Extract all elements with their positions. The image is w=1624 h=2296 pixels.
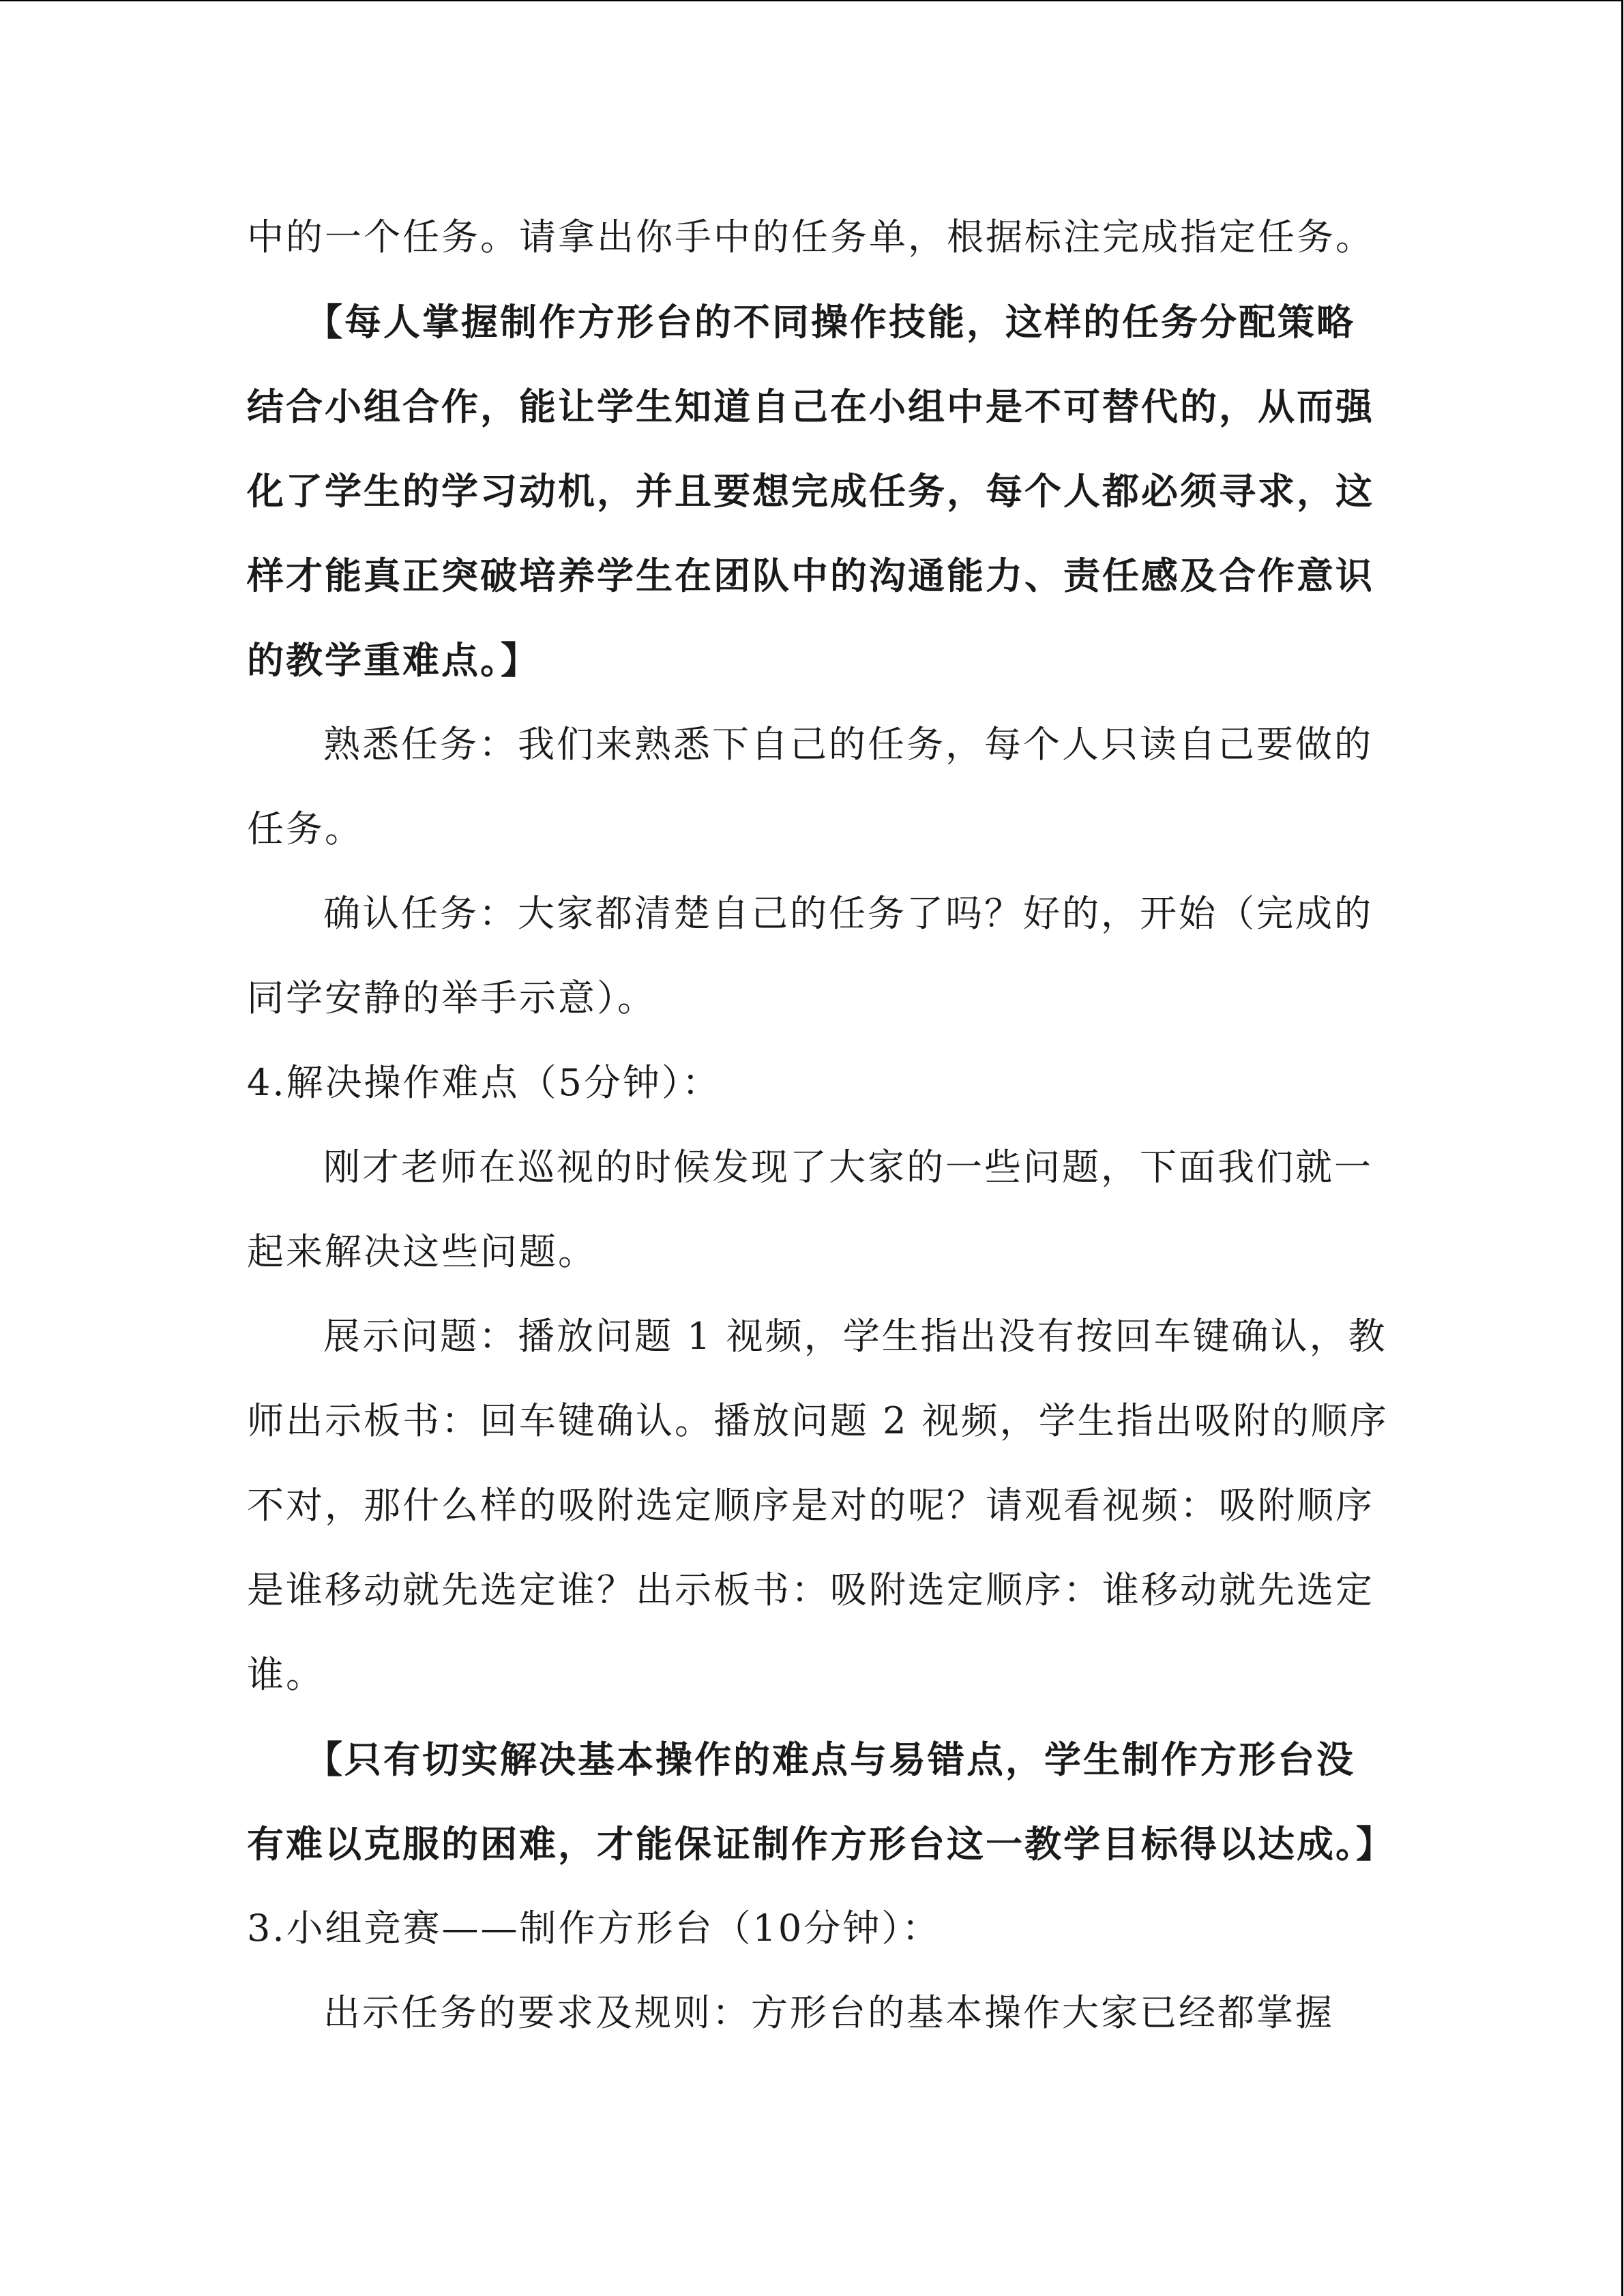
bold-note-line: 化了学生的学习动机，并且要想完成任务，每个人都必须寻求，这 <box>247 469 1374 513</box>
bold-note-line: 样才能真正突破培养学生在团队中的沟通能力、责任感及合作意识 <box>247 554 1374 597</box>
paragraph-line: 熟悉任务：我们来熟悉下自己的任务，每个人只读自己要做的 <box>323 723 1373 766</box>
paragraph-line: 任务。 <box>247 807 364 850</box>
bold-note-line: 【只有切实解决基本操作的难点与易错点，学生制作方形台没 <box>306 1738 1355 1781</box>
paragraph-line: 展示问题：播放问题 1 视频，学生指出没有按回车键确认，教 <box>323 1315 1387 1358</box>
paragraph-line: 中的一个任务。请拿出你手中的任务单，根据标注完成指定任务。 <box>247 215 1374 258</box>
paragraph-line: 出示任务的要求及规则：方形台的基本操作大家已经都掌握 <box>323 1991 1334 2034</box>
document-body <box>247 195 1395 2055</box>
paragraph-line: 谁。 <box>247 1653 325 1696</box>
paragraph-line: 师出示板书：回车键确认。播放问题 2 视频，学生指出吸附的顺序 <box>247 1399 1389 1442</box>
bold-note-line: 的教学重难点。】 <box>247 638 540 682</box>
section-heading: 3.小组竞赛——制作方形台（10分钟）： <box>247 1907 941 1950</box>
paragraph-line: 起来解决这些问题。 <box>247 1230 597 1273</box>
bold-note-line: 有难以克服的困难，才能保证制作方形台这一教学目标得以达成。】 <box>247 1822 1395 1866</box>
paragraph-line: 不对，那什么样的吸附选定顺序是对的呢？请观看视频：吸附顺序 <box>247 1484 1374 1527</box>
paragraph-line: 同学安静的举手示意）。 <box>247 976 656 1019</box>
section-heading: 4.解决操作难点（5分钟）： <box>247 1061 721 1104</box>
paragraph-line: 确认任务：大家都清楚自己的任务了吗？好的，开始（完成的 <box>323 892 1373 935</box>
bold-note-line: 【每人掌握制作方形台的不同操作技能，这样的任务分配策略 <box>306 300 1355 344</box>
bold-note-line: 结合小组合作，能让学生知道自己在小组中是不可替代的，从而强 <box>247 385 1374 428</box>
paragraph-line: 是谁移动就先选定谁？出示板书：吸附选定顺序：谁移动就先选定 <box>247 1568 1374 1611</box>
paragraph-line: 刚才老师在巡视的时候发现了大家的一些问题，下面我们就一 <box>323 1146 1373 1189</box>
